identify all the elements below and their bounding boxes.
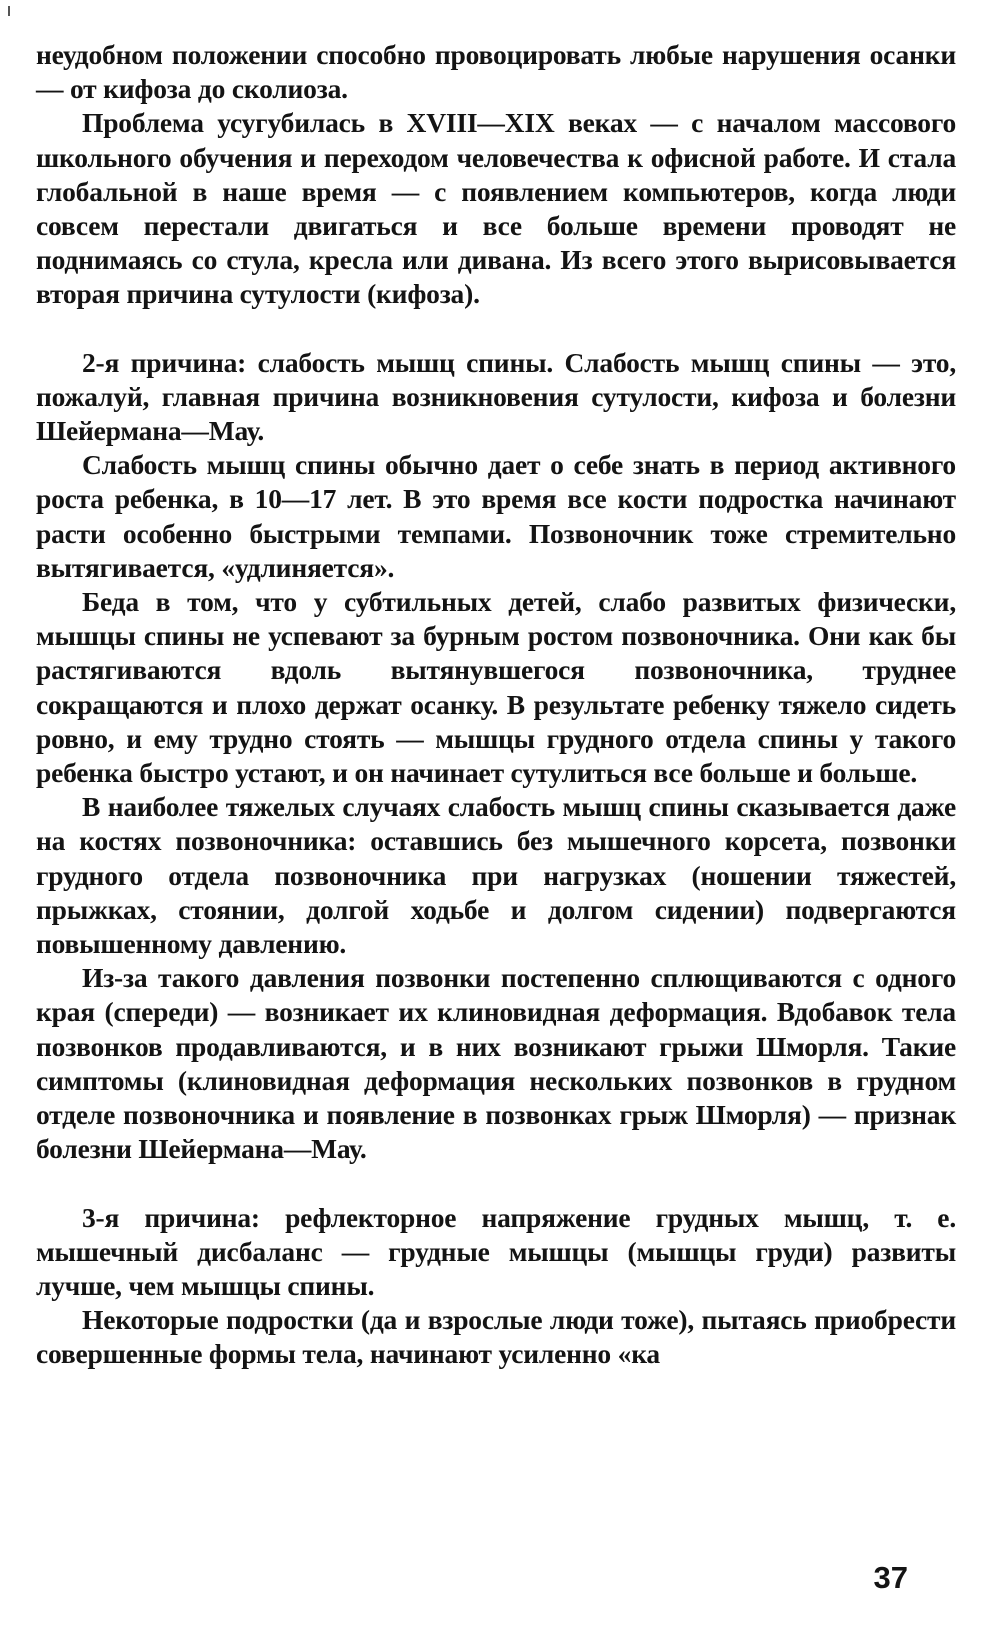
- section-gap: [36, 1167, 956, 1201]
- paragraph-cause-3: [36, 1201, 956, 1304]
- page-body: [36, 38, 956, 1598]
- paragraph-cause-2: [36, 346, 956, 449]
- paragraph-subtle-children: [36, 585, 956, 790]
- paragraph-problem: [36, 106, 956, 311]
- paragraph-growth: [36, 448, 956, 585]
- page-number: 37: [873, 1560, 908, 1595]
- paragraph-pressure: [36, 961, 956, 1166]
- scan-mark: [8, 6, 10, 16]
- paragraph-text: Некоторые подростки (да и взрослые люди тоже), пытаясь приобрести совершенные формы тела, начинают усиленно «ка: [36, 1304, 956, 1370]
- paragraph-severe-cases: [36, 790, 956, 961]
- paragraph-continuation: [36, 38, 956, 106]
- paragraph-text: неудобном положении способно провоцировать любые нарушения осанки — от кифоза до сколиоза.: [36, 39, 956, 105]
- paragraph-text: Проблема усугубилась в XVIII—XIX веках — с началом массового школьного обучения и переходом человечества к офисной работе. И стала глобальной в наше время — с появлением компьютеров, когда люди совсем перестали двигаться и все больше времени проводят не поднимаясь со стула, кресла или дивана. Из всего этого вырисовывается вторая причина сутулости (кифоза).: [36, 107, 956, 310]
- section-heading-cause-3: 3-я причина: рефлекторное напряжение грудных мышц,: [82, 1201, 869, 1233]
- section-gap: [36, 312, 956, 346]
- paragraph-text: Слабость мышц спины — это, пожалуй, главная причина возникновения сутулости, кифоза и болезни Шейермана—Мау.: [36, 346, 956, 447]
- paragraph-text: т. е. мышечный дисбаланс — грудные мышцы (мышцы груди) развиты лучше, чем мышцы спины.: [36, 1201, 956, 1301]
- paragraph-text: Из-за такого давления позвонки постепенно сплющиваются с одного края (спереди) — возникает их клиновидная деформация. Вдобавок тела позвонков продавливаются, и в них возникают грыжи Шморля. Такие симптомы (клиновидная деформация нескольких позвонков в грудном отделе позвоночника и появление в позвонках грыж Шморля) — признак болезни Шейермана—Мау.: [36, 962, 956, 1165]
- paragraph-teenagers: [36, 1303, 956, 1371]
- paragraph-text: Слабость мышц спины обычно дает о себе знать в период активного роста ребенка, в 10—17 лет. В это время все кости подростка начинают расти особенно быстрыми темпами. Позвоночник тоже стремительно вытягивается, «удлиняется».: [36, 449, 956, 583]
- paragraph-text: В наиболее тяжелых случаях слабость мышц спины сказывается даже на костях позвоночника: оставшись без мышечного корсета, позвонки грудного отдела позвоночника при нагрузках (ношении тяжестей, прыжках, стоянии, долгой ходьбе и долгом сидении) подвергаются повышенному давлению.: [36, 791, 956, 960]
- section-heading-cause-2: 2-я причина: слабость мышц спины.: [82, 346, 554, 378]
- paragraph-text: Беда в том, что у субтильных детей, слабо развитых физически, мышцы спины не успевают за бурным ростом позвоночника. Они как бы растягиваются вдоль вытянувшегося позвоночника, труднее сокращаются и плохо держат осанку. В результате ребенку тяжело сидеть ровно, и ему трудно стоять — мышцы грудного отдела спины у такого ребенка быстро устают, и он начинает сутулиться все больше и больше.: [36, 586, 956, 789]
